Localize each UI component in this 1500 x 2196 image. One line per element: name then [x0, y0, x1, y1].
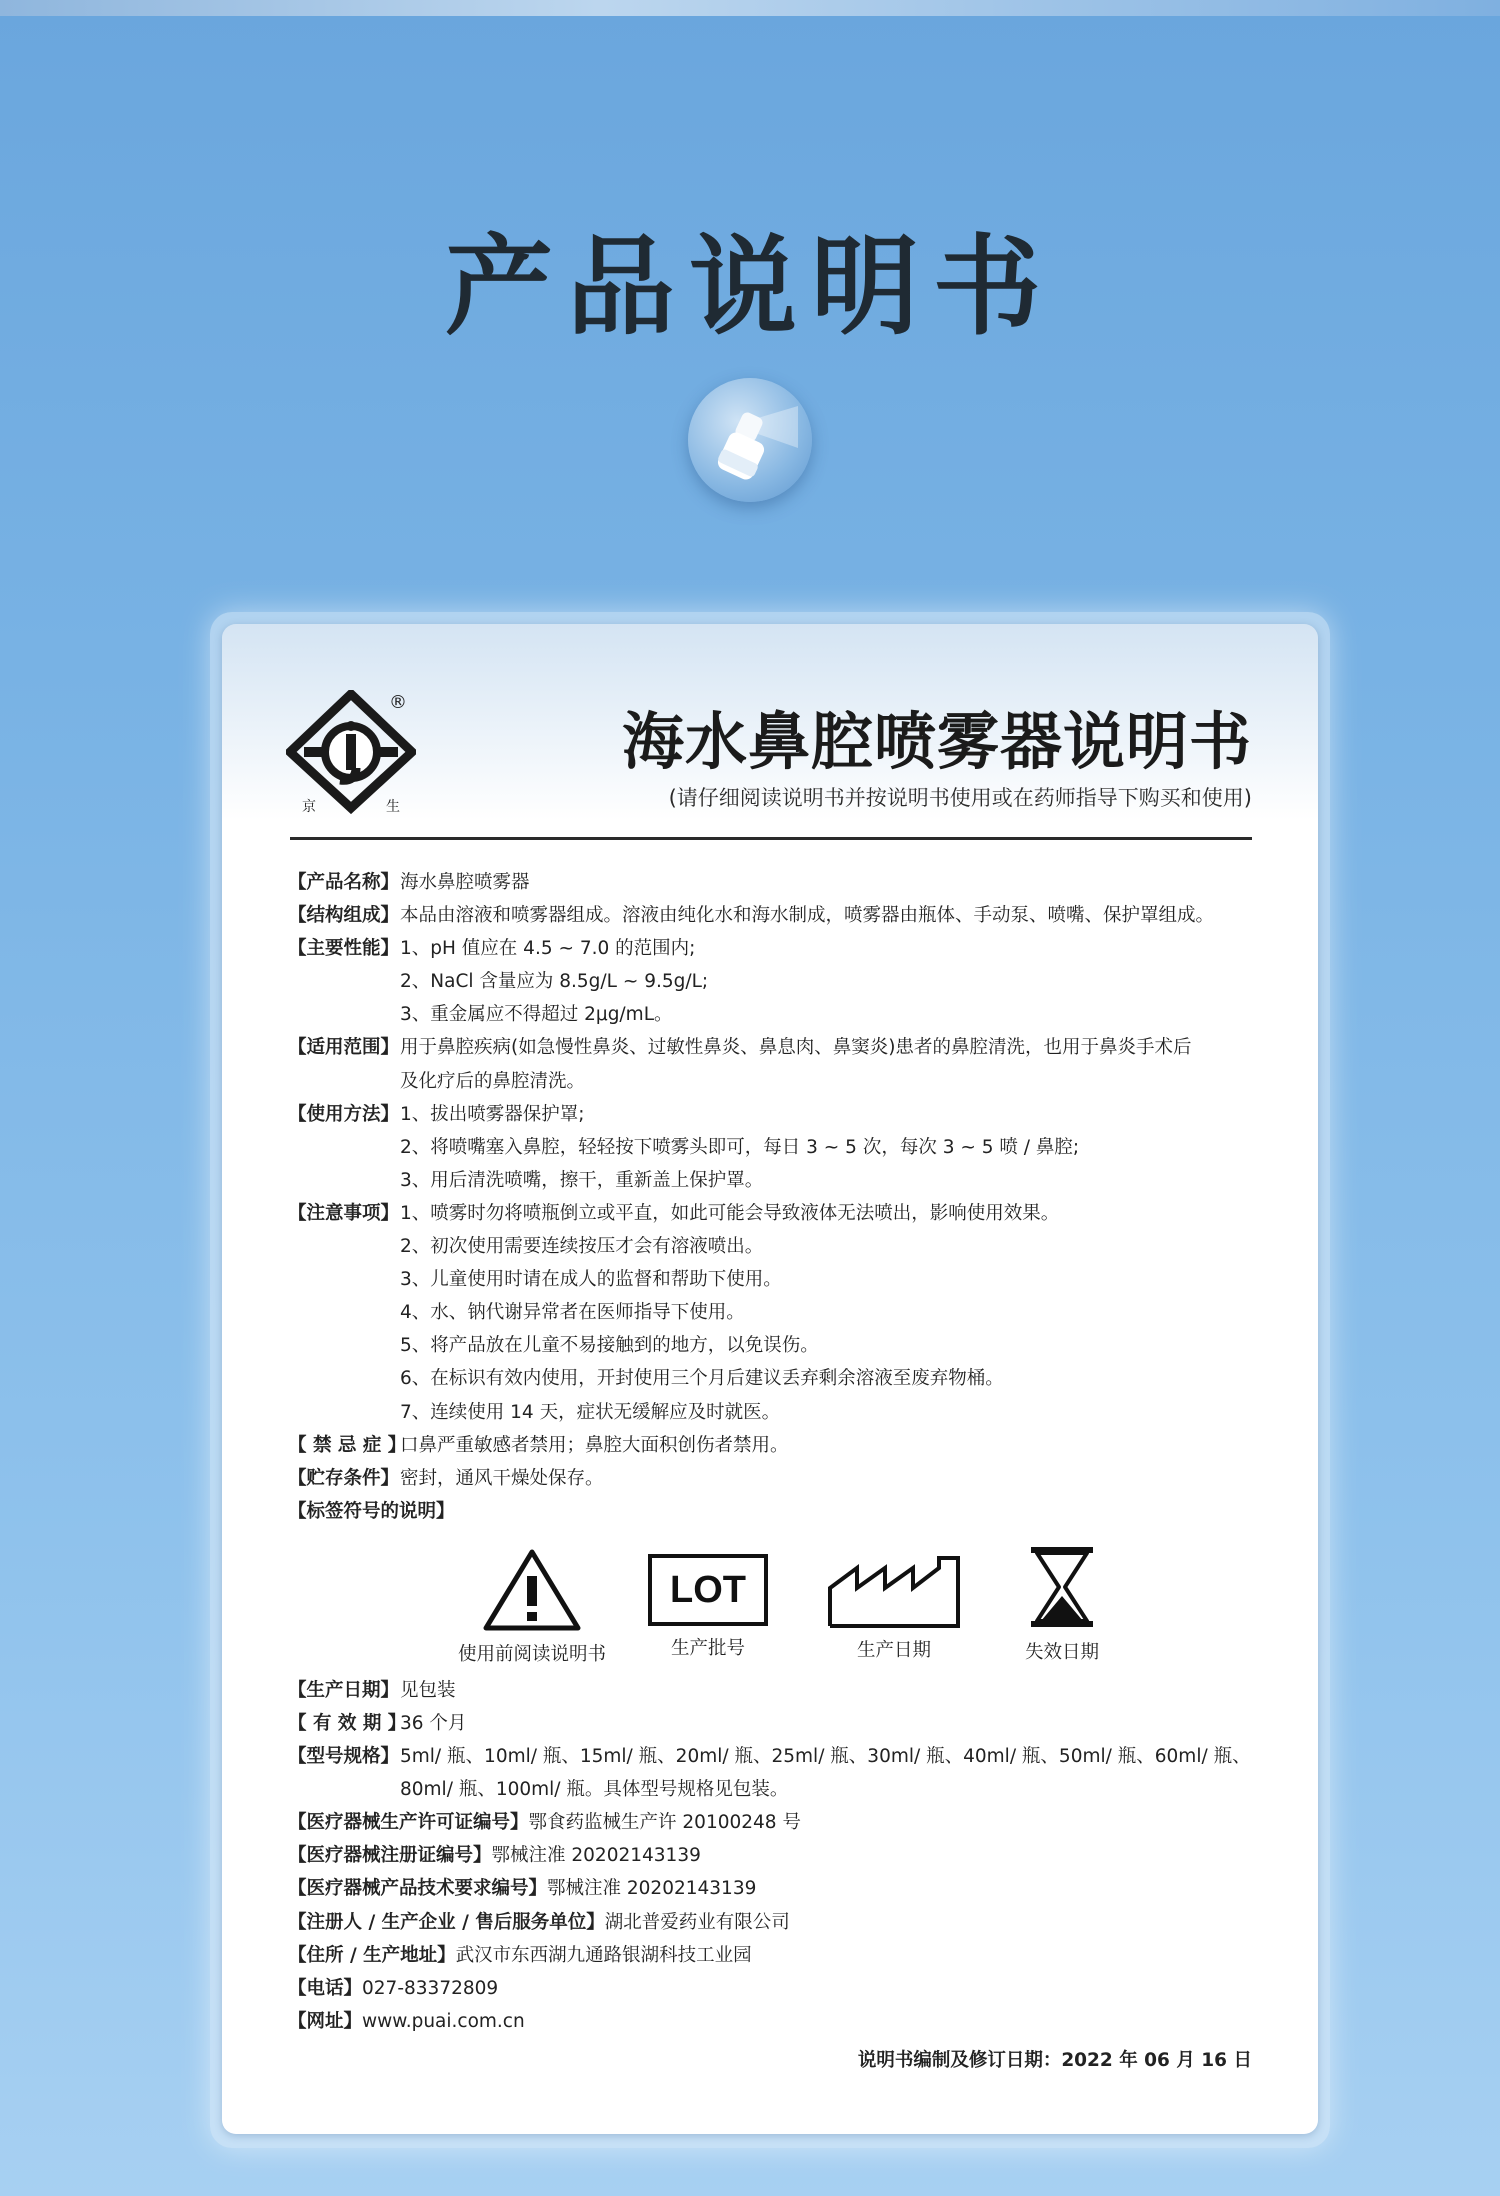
- notes-line-6: 6、在标识有效内使用，开封使用三个月后建议丢弃剩余溶液至废弃物桶。: [400, 1368, 1004, 1390]
- label-symbols: [222, 1534, 1318, 1665]
- row-label: 【电话】: [288, 1977, 363, 1999]
- hourglass-icon: [1027, 1544, 1097, 1630]
- symbol-read-instructions: [452, 1548, 612, 1666]
- instruction-card: [222, 624, 1318, 2134]
- performance-line-2: 2、NaCl 含量应为 8.5g/L ~ 9.5g/L;: [400, 971, 709, 993]
- row-value: 武汉市东西湖九通路银湖科技工业园: [455, 1944, 752, 1966]
- spec-line-2: 80ml/ 瓶、100ml/ 瓶。具体型号规格见包装。: [400, 1779, 789, 1801]
- performance-line-3: 3、重金属应不得超过 2μg/mL。: [400, 1004, 673, 1026]
- row-value: 1、pH 值应在 4.5 ~ 7.0 的范围内;: [400, 938, 696, 960]
- logo-char-left: 京: [302, 799, 316, 815]
- contraindication-row: [288, 1429, 1268, 1462]
- warning-triangle-icon: [482, 1548, 582, 1632]
- row-value: 5ml/ 瓶、10ml/ 瓶、15ml/ 瓶、20ml/ 瓶、25ml/ 瓶、30ml/ 瓶、40ml/ 瓶、50ml/ 瓶、60ml/ 瓶、: [400, 1746, 1251, 1768]
- top-banner-strip: [0, 0, 1500, 16]
- notes-row: [288, 1197, 1268, 1230]
- row-label: 【产品名称】: [288, 872, 400, 893]
- row-value: 用于鼻腔疾病(如急慢性鼻炎、过敏性鼻炎、鼻息肉、鼻窦炎)患者的鼻腔清洗，也用于鼻炎手术后: [400, 1037, 1192, 1059]
- lot-icon: [648, 1554, 768, 1626]
- symbols-title: 【标签符号的说明】: [288, 1500, 455, 1522]
- document-subtitle: (请仔细阅读说明书并按说明书使用或在药师指导下购买和使用): [668, 786, 1252, 810]
- symbol-label: 生产日期: [856, 1640, 931, 1661]
- phone-row: [288, 1972, 1268, 2005]
- row-value: 海水鼻腔喷雾器: [400, 872, 530, 893]
- notes-line-3: 3、儿童使用时请在成人的监督和帮助下使用。: [400, 1269, 782, 1291]
- product-name-row: [288, 866, 1268, 899]
- row-value: 鄂械注准 20202143139: [547, 1878, 757, 1900]
- tech-requirement-row: [288, 1872, 1268, 1905]
- registered-mark: ®: [389, 692, 407, 713]
- validity-row: [288, 1707, 1268, 1740]
- performance-row: [288, 932, 1268, 965]
- symbol-production-date: [824, 1552, 964, 1662]
- row-label: 【注册人 / 生产企业 / 售后服务单位】: [288, 1911, 605, 1933]
- registration-cert-row: [288, 1839, 1268, 1872]
- row-label: 【生产日期】: [288, 1679, 400, 1701]
- website-value: www.puai.com.cn: [362, 2010, 525, 2032]
- symbol-lot: [638, 1550, 778, 1660]
- usage-line-3: 3、用后清洗喷嘴，擦干，重新盖上保护罩。: [400, 1169, 764, 1191]
- row-value: 1、拔出喷雾器保护罩;: [400, 1103, 585, 1125]
- row-value: 鄂械注准 20202143139: [491, 1845, 701, 1867]
- notes-line-5: 5、将产品放在儿童不易接触到的地方，以免误伤。: [400, 1335, 819, 1357]
- title-divider: [290, 837, 1252, 840]
- production-date-row: [288, 1674, 1268, 1707]
- row-label: 【 有 效 期 】: [288, 1712, 407, 1734]
- row-label: 【主要性能】: [288, 938, 400, 960]
- license-row: [288, 1806, 1268, 1839]
- storage-row: [288, 1462, 1268, 1495]
- row-label: 【网址】: [288, 2010, 363, 2032]
- row-label: 【结构组成】: [288, 905, 400, 927]
- nasal-spray-icon: [688, 378, 812, 502]
- scope-row: [288, 1031, 1268, 1064]
- row-value: 本品由溶液和喷雾器组成。溶液由纯化水和海水制成，喷雾器由瓶体、手动泵、喷嘴、保护罩组成。: [400, 905, 1215, 927]
- symbol-label: 失效日期: [1024, 1642, 1099, 1663]
- row-label: 【适用范围】: [288, 1037, 400, 1059]
- row-value: 见包装: [400, 1679, 456, 1701]
- row-value: 湖北普爱药业有限公司: [604, 1911, 790, 1933]
- document-title: 海水鼻腔喷雾器说明书: [621, 705, 1252, 778]
- structure-row: [288, 899, 1268, 932]
- scope-line-2: 及化疗后的鼻腔清洗。: [400, 1070, 586, 1092]
- logo-char-right: 生: [386, 799, 400, 815]
- notes-line-4: 4、水、钠代谢异常者在医师指导下使用。: [400, 1302, 745, 1324]
- page-title: 产品说明书: [444, 225, 1055, 350]
- symbol-label: 生产批号: [670, 1638, 745, 1659]
- usage-row: [288, 1098, 1268, 1131]
- usage-line-2: 2、将喷嘴塞入鼻腔，轻轻按下喷雾头即可，每日 3 ~ 5 次，每次 3 ~ 5 喷 / 鼻腔;: [400, 1136, 1080, 1158]
- row-value: 口鼻严重敏感者禁用；鼻腔大面积创伤者禁用。: [400, 1434, 789, 1456]
- registrant-row: [288, 1906, 1268, 1939]
- row-label: 【使用方法】: [288, 1103, 400, 1125]
- lot-text: LOT: [670, 1568, 746, 1611]
- row-value: 1、喷雾时勿将喷瓶倒立或平直，如此可能会导致液体无法喷出，影响使用效果。: [400, 1202, 1060, 1224]
- row-label: 【医疗器械生产许可证编号】: [288, 1812, 529, 1834]
- website-row: [288, 2005, 1268, 2038]
- row-label: 【型号规格】: [288, 1746, 400, 1768]
- address-row: [288, 1939, 1268, 1972]
- row-label: 【 禁 忌 症 】: [288, 1434, 407, 1456]
- row-label: 【注意事项】: [288, 1202, 400, 1224]
- row-label: 【医疗器械注册证编号】: [288, 1845, 492, 1867]
- row-label: 【贮存条件】: [288, 1467, 400, 1489]
- row-value: 36 个月: [400, 1712, 467, 1734]
- instruction-body: [288, 866, 1268, 2038]
- symbol-expiry-date: [1002, 1544, 1122, 1664]
- revision-date: 说明书编制及修订日期：2022 年 06 月 16 日: [857, 2050, 1252, 2071]
- phone-value: 027-83372809: [362, 1977, 499, 1999]
- row-label: 【医疗器械产品技术要求编号】: [288, 1878, 548, 1900]
- notes-line-2: 2、初次使用需要连续按压才会有溶液喷出。: [400, 1236, 764, 1258]
- row-value: 鄂食药监械生产许 20100248 号: [528, 1812, 801, 1834]
- symbols-title-row: [288, 1495, 1268, 1528]
- row-label: 【住所 / 生产地址】: [288, 1944, 456, 1966]
- spec-row: [288, 1740, 1268, 1773]
- symbol-label: 使用前阅读说明书: [457, 1644, 606, 1665]
- row-value: 密封，通风干燥处保存。: [400, 1467, 604, 1489]
- notes-line-7: 7、连续使用 14 天，症状无缓解应及时就医。: [400, 1401, 781, 1423]
- factory-icon: [827, 1552, 961, 1628]
